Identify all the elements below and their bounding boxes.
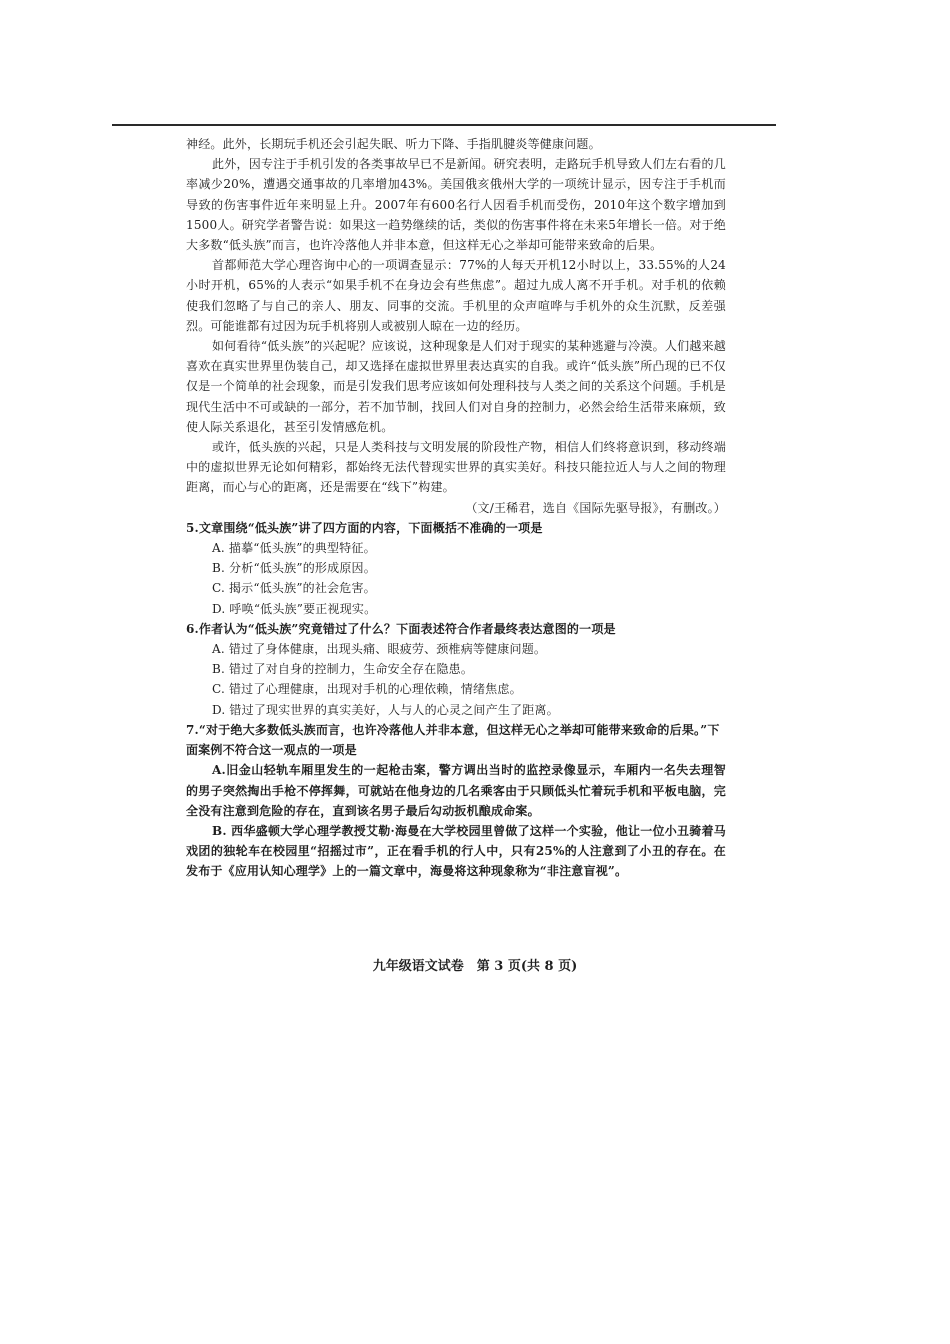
question-7 [186, 720, 726, 882]
option-c: C. 错过了心理健康，出现对手机的心理依赖，情绪焦虑。 [212, 682, 522, 697]
question-stem: 7.“对于绝大多数低头族而言，也许冷落他人并非本意，但这样无心之举却可能带来致命的后果。”下面案例不符合这一观点的一项是 [186, 722, 720, 758]
case-a: A.旧金山轻轨车厢里发生的一起枪击案，警方调出当时的监控录像显示，车厢内一名失去理智的男子突然掏出手枪不停挥舞，可就站在他身边的几名乘客由于只顾低头忙着玩手机和平板电脑，完全没有注意到危险的存在，直到该名男子最后勾动扳机酿成命案。 [186, 763, 726, 818]
question-stem: 5.文章围绕“低头族”讲了四方面的内容，下面概括不准确的一项是 [186, 520, 543, 535]
option-b: B. 分析“低头族”的形成原因。 [212, 561, 376, 576]
passage-paragraph: 神经。此外，长期玩手机还会引起失眠、听力下降、手指肌腱炎等健康问题。 [186, 137, 601, 151]
passage-paragraph: 首都师范大学心理咨询中心的一项调查显示：77%的人每天开机12小时以上，33.55%的人24小时开机，65%的人表示“如果手机不在身边会有些焦虑”。超过九成人离不开手机。对手机的依赖使我们忽略了与自己的亲人、朋友、同事的交流。手机里的众声喧哗与手机外的众生沉默，反差强烈。可能谁都有过因为玩手机将别人或被别人晾在一边的经历。 [186, 258, 726, 333]
passage-paragraph: 此外，因专注于手机引发的各类事故早已不是新闻。研究表明，走路玩手机导致人们左右看的几率减少20%，遭遇交通事故的几率增加43%。美国俄亥俄州大学的一项统计显示，因专注于手机而导致的伤害事件近年来明显上升。2007年有600名行人因看手机而受伤，2010年这个数字增加到1500人。研究学者警告说：如果这一趋势继续的话，类似的伤害事件将在未来5年增长一倍。对于绝大多数“低头族”而言，也许冷落他人并非本意，但这样无心之举却可能带来致命的后果。 [186, 157, 726, 253]
top-rule [112, 124, 776, 126]
option-d: D. 错过了现实世界的真实美好，人与人的心灵之间产生了距离。 [212, 702, 559, 717]
question-6 [186, 619, 726, 720]
option-b: B. 错过了对自身的控制力，生命安全存在隐患。 [212, 662, 474, 677]
case-b: B. 西华盛顿大学心理学教授艾勒·海曼在大学校园里曾做了这样一个实验，他让一位小丑骑着马戏团的独轮车在校园里“招摇过市”，正在看手机的行人中，只有25%的人注意到了小丑的存在。在发布于《应用认知心理学》上的一篇文章中，海曼将这种现象称为“非注意盲视”。 [186, 823, 726, 879]
passage-source: （文/王稀君，选自《国际先驱导报》，有删改。） [465, 500, 726, 515]
option-a: A. 描摹“低头族”的典型特征。 [212, 541, 376, 556]
option-c: C. 揭示“低头族”的社会危害。 [212, 581, 376, 596]
option-d: D. 呼唤“低头族”要正视现实。 [212, 601, 377, 616]
exam-page [186, 134, 726, 882]
option-a: A. 错过了身体健康，出现头痛、眼疲劳、颈椎病等健康问题。 [212, 642, 547, 657]
page-footer: 九年级语文试卷 第 3 页(共 8 页) [372, 959, 578, 974]
passage-paragraph: 或许，低头族的兴起，只是人类科技与文明发展的阶段性产物，相信人们终将意识到，移动终端中的虚拟世界无论如何精彩，都始终无法代替现实世界的真实美好。科技只能拉近人与人之间的物理距离，而心与心的距离，还是需要在“线下”构建。 [186, 440, 726, 495]
passage-paragraph: 如何看待“低头族”的兴起呢？应该说，这种现象是人们对于现实的某种逃避与冷漠。人们越来越喜欢在真实世界里伪装自己，却又选择在虚拟世界里表达真实的自我。或许“低头族”所凸现的已不仅仅是一个简单的社会现象，而是引发我们思考应该如何处理科技与人类之间的关系这个问题。手机是现代生活中不可或缺的一部分，若不加节制，找回人们对自身的控制力，必然会给生活带来麻烦，致使人际关系退化，甚至引发情感危机。 [186, 339, 726, 434]
question-5 [186, 518, 726, 619]
question-stem: 6.作者认为“低头族”究竟错过了什么？下面表述符合作者最终表达意图的一项是 [186, 621, 616, 636]
